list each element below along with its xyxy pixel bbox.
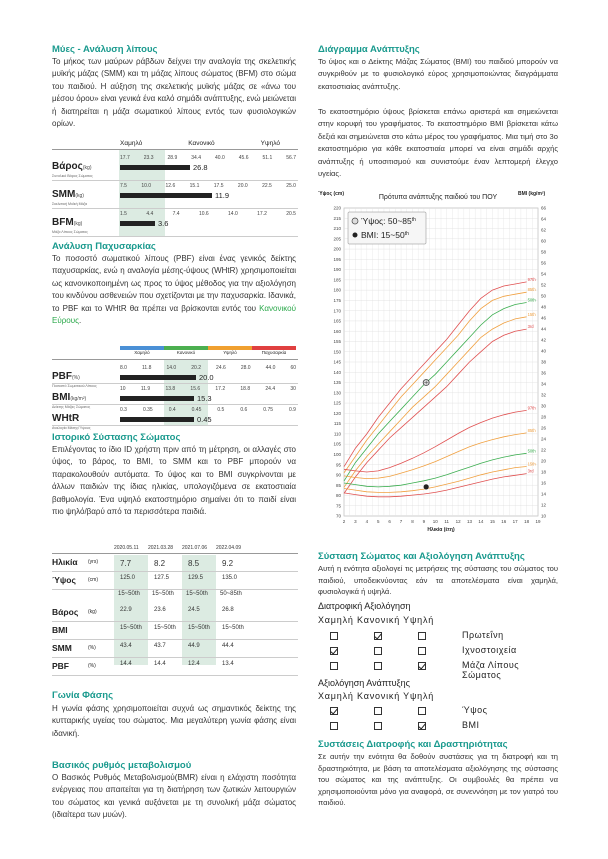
- checkbox[interactable]: [330, 647, 338, 655]
- growth-ylabel-left: Ύψος (cm): [318, 191, 345, 197]
- history-weight-label: Βάρος (kg): [52, 607, 97, 617]
- history-age-value: 8.5: [188, 559, 200, 568]
- growth-y2tick: 62: [541, 227, 547, 233]
- obesity-row-label: WHtR Αναλογία Μέσης/Ύψους: [52, 413, 91, 430]
- history-height-pct: 15~50th: [118, 591, 140, 597]
- history-age-value: 7.7: [120, 559, 132, 568]
- history-weight-value: 23.6: [154, 607, 166, 613]
- muscle-row-scale: 7.5 10.0 12.6 15.1 17.5 20.0 22.5 25.0: [120, 183, 296, 189]
- history-title: Ιστορικό Σύστασης Σώματος: [52, 432, 181, 443]
- history-bmi-value: 15~50th: [120, 625, 142, 631]
- height-line-label: 3rd: [527, 324, 534, 330]
- growth-ytick: 160: [333, 328, 341, 334]
- obesity-bar: [120, 375, 196, 380]
- growth-ytick: 120: [333, 410, 341, 416]
- muscle-bar: [120, 221, 155, 226]
- history-table: [52, 545, 298, 671]
- growth-xtick: 3: [354, 519, 357, 524]
- composition-text: Αυτή η ενότητα αξιολογεί τις μετρήσεις της σύστασης του σώματος του παιδιού, υποδεικνύοντας εάν τα αποτελέσματα είναι χαμηλά, φυσιολογικά ή υψηλά.: [318, 564, 558, 597]
- obesity-title: Ανάλυση Παχυσαρκίας: [52, 241, 156, 252]
- obesity-bar: [120, 396, 194, 401]
- checkbox[interactable]: [374, 647, 382, 655]
- history-date: 2021.07.06: [182, 545, 208, 551]
- bmi-line-label: 3rd: [527, 468, 534, 474]
- obesity-row-scale: 0.3 0.35 0.4 0.45 0.5 0.6 0.75 0.9: [120, 407, 296, 413]
- growth-xtick: 10: [432, 519, 438, 524]
- assessment-row: [318, 660, 558, 680]
- obesity-chart: [52, 346, 298, 428]
- header-normal: Κανονικό: [188, 140, 215, 147]
- growth-y2tick: 60: [541, 238, 547, 244]
- obesity-bar: [120, 417, 194, 422]
- growth-text1: Το ύψος και ο Δείκτης Μάζας Σώματος (BMI) του παιδιού μπορούν να συγκριθούν με το φυσιολογικό εύρος χρησιμοποιώντας διαγράμματα εκατοστιαίας ανάπτυξης.: [318, 57, 558, 91]
- growth-y2tick: 58: [541, 249, 547, 255]
- history-age-value: 9.2: [222, 559, 234, 568]
- growth-ytick: 140: [333, 369, 341, 375]
- ob-header-obese: Παχυσαρκία: [261, 350, 287, 355]
- growth-text2: Το εκατοστημόριο ύψους βρίσκεται επάνω αριστερά και σημειώνεται στην κορυφή του γραφήματος. Το εκατοστημόριο BMI βρίσκεται κάτω δεξιά και σημειώνεται στο κάτω μέρος του γραφήματος. Μια τιμή στο 3o εκατοστημόριο για κάθε εκατοστιαία μπορεί να είναι σημάδι αρχής ανάπτυξης ή υποσιτισμού και συνιστούμε έναν λεπτομερή έλεγχο υγείας.: [318, 107, 558, 179]
- history-height-pct: 50~85th: [220, 591, 242, 597]
- growth-ytick: 175: [333, 298, 341, 303]
- growth-y2tick: 54: [541, 271, 547, 277]
- growth-ytick: 170: [333, 308, 341, 314]
- history-pbf-value: 14.4: [154, 661, 166, 667]
- history-pbf-value: 12.4: [188, 661, 200, 667]
- header-high: Υψηλό: [260, 140, 280, 147]
- growth-xtick: 16: [501, 519, 507, 524]
- history-weight-value: 24.5: [188, 607, 200, 613]
- growth-y2tick: 34: [541, 381, 547, 387]
- growth-y2tick: 66: [541, 205, 547, 211]
- history-pbf-label: PBF (%): [52, 661, 96, 671]
- growth-ytick: 70: [335, 513, 341, 519]
- growth-y2tick: 20: [541, 458, 547, 464]
- legend-bmi: BMI: 15~50th: [361, 230, 409, 240]
- bmi-line-label: 50th: [527, 448, 536, 454]
- bmi-line-label: 85th: [527, 427, 536, 433]
- assessment-row: [318, 645, 558, 660]
- growth-ytick: 215: [333, 215, 341, 221]
- history-smm-value: 43.7: [154, 643, 166, 649]
- obesity-value: 0.45: [197, 415, 212, 424]
- growth-assess-title: Αξιολόγηση Ανάπτυξης: [318, 678, 410, 688]
- history-age-label: Ηλικία (yrs): [52, 557, 98, 567]
- history-smm-value: 44.4: [222, 643, 234, 649]
- growth-ytick: 200: [333, 246, 341, 252]
- growth-xtick: 17: [512, 519, 518, 524]
- assessment-row: [318, 705, 558, 720]
- growth-ytick: 210: [333, 226, 341, 232]
- growth-y2tick: 38: [541, 359, 547, 365]
- history-pbf-value: 14.4: [120, 661, 132, 667]
- growth-xtick: 9: [422, 519, 426, 524]
- muscle-row-label: Βάρος(kg) Συνολικό Βάρος Σώματος: [52, 161, 93, 178]
- growth-y2tick: 56: [541, 260, 547, 266]
- growth-ytick: 85: [335, 482, 341, 488]
- growth-xlabel: Ηλικία (έτη): [427, 527, 455, 533]
- growth-y2tick: 36: [541, 370, 547, 376]
- growth-ylabel-right: BMI (kg/m²): [518, 191, 546, 197]
- growth-xtick: 19: [535, 519, 541, 524]
- growth-y2tick: 18: [541, 469, 547, 475]
- growth-xtick: 8: [411, 519, 414, 524]
- bmi-line-label: 97th: [527, 405, 536, 411]
- growth-y2tick: 14: [541, 491, 547, 497]
- muscle-value: 11.9: [215, 191, 230, 200]
- obesity-row-label: PBF(%) Ποσοστό Σωματικού Λίπους: [52, 371, 97, 388]
- growth-y2tick: 42: [541, 337, 547, 343]
- legend-height: Ύψος: 50~85th: [361, 216, 416, 226]
- growth-ytick: 125: [333, 400, 341, 406]
- obesity-row-label: BMI(kg/m²) Δείκτης Μάζας Σώματος: [52, 392, 91, 409]
- checkbox[interactable]: [374, 722, 382, 730]
- growth-y2tick: 50: [541, 293, 547, 299]
- history-date: 2020.05.11: [114, 545, 139, 551]
- muscle-title: Μύες - Ανάλυση λίπους: [52, 44, 158, 55]
- history-weight-value: 22.9: [120, 607, 132, 613]
- checkbox[interactable]: [330, 632, 338, 640]
- history-bmi-value: 15~50th: [188, 625, 210, 631]
- history-weight-value: 26.8: [222, 607, 234, 613]
- muscle-row-label: SMM(kg) Σκελετική Μυϊκή Μάζα: [52, 189, 88, 206]
- reco-title: Συστάσεις Διατροφής και Δραστηριότητας: [318, 739, 508, 750]
- ob-header-high: Υψηλό: [223, 350, 237, 355]
- growth-title: Διάγραμμα Ανάπτυξης: [318, 44, 420, 55]
- assessment-row: [318, 720, 558, 735]
- assessment-label: Ιχνοστοιχεία: [462, 645, 517, 655]
- phase-text: Η γωνία φάσης χρησιμοποιείται συχνά ως σημαντικός δείκτης της κυτταρικής υγείας του σώματος. Μια μεγαλύτερη γωνία φάσης είναι ιδανική.: [52, 704, 296, 738]
- history-height-label: Ύψος (cm): [52, 575, 98, 585]
- growth-xtick: 6: [388, 519, 391, 524]
- growth-y2tick: 16: [541, 480, 547, 486]
- growth-xtick: 14: [478, 519, 484, 524]
- growth-ytick: 220: [333, 205, 341, 211]
- growth-y2tick: 30: [541, 403, 547, 409]
- composition-title: Σύσταση Σώματος και Αξιολόγηση Ανάπτυξης: [318, 551, 525, 562]
- growth-legend: [348, 212, 426, 244]
- growth-y2tick: 26: [541, 425, 547, 431]
- checkbox[interactable]: [330, 662, 338, 670]
- muscle-fat-chart: [52, 140, 298, 240]
- history-date: 2022.04.09: [216, 545, 242, 551]
- assessment-label: BMI: [462, 720, 480, 730]
- growth-y2tick: 12: [541, 502, 547, 508]
- obesity-text: Το ποσοστό σωματικού λίπους (PBF) είναι ένας γενικός δείκτης παχυσαρκίας, ενώ η αναλογία μέσης-ύψους (WHtR) χρησιμοποιείται ως κανονικοποιημένη ως προς το ύψος μέθοδος για την αξιολόγηση του κινδύνου ασθενειών που σχετίζονται με την παχυσαρκία. Ιδανικά, το PBF και το WHtR θα πρέπει να βρίσκονται εντός του Κανονικού Εύρους.: [52, 254, 296, 326]
- assessment-label: Πρωτεΐνη: [462, 630, 504, 640]
- muscle-value: 26.8: [193, 163, 208, 172]
- history-smm-label: SMM (%): [52, 643, 96, 653]
- nutrition-cols: Χαμηλή Κανονική Υψηλή: [318, 615, 435, 625]
- growth-y2tick: 52: [541, 282, 547, 288]
- history-height-pct: 15~50th: [186, 591, 208, 597]
- growth-xtick: 18: [524, 519, 530, 524]
- bmr-text: Ο Βασικός Ρυθμός Μεταβολισμού(BMR) είναι η ελάχιστη ποσότητα ενέργειας που απαιτείται για τη διατήρηση των ζωτικών λειτουργιών του σώματος και γενικά αυξάνεται με τη συνολική μάζα σώματος (ιδιαίτερα των μυών).: [52, 773, 296, 820]
- history-bmi-value: 15~50th: [222, 625, 244, 631]
- muscle-row-scale: 1.5 4.4 7.4 10.6 14.0 17.2 20.5: [120, 211, 296, 217]
- growth-ytick: 185: [333, 277, 341, 283]
- growth-y2tick: 28: [541, 414, 547, 420]
- reco-text: Σε αυτήν την ενότητα θα δοθούν συστάσεις για τη διατροφή και τη δραστηριότητα, με βάση τα αποτελέσματα αξιολόγησης της σύστασης του σώματος και της ανάπτυξης. Οι συμβουλές θα πρέπει να χρησιμοποιούνται μόνο για αναφορά, σε συνεννόηση με τον γιατρό του παιδιού.: [318, 752, 558, 808]
- growth-y2tick: 32: [541, 392, 547, 398]
- growth-ytick: 110: [333, 431, 341, 437]
- height-line-label: 97th: [527, 276, 536, 282]
- height-line-label: 15th: [527, 311, 536, 317]
- ob-header-normal: Κανονικό: [176, 350, 196, 355]
- growth-xtick: 15: [489, 519, 495, 524]
- checkbox[interactable]: [418, 632, 426, 640]
- bmr-title: Βασικός ρυθμός μεταβολισμού: [52, 760, 192, 771]
- growth-ytick: 205: [333, 236, 341, 242]
- growth-ytick: 190: [333, 267, 341, 273]
- obesity-row-scale: 8.0 11.8 14.0 20.2 24.6 28.0 44.0 60: [120, 365, 296, 371]
- checkbox[interactable]: [330, 707, 338, 715]
- checkbox[interactable]: [418, 662, 426, 670]
- nutrition-title: Διατροφική Αξιολόγηση: [318, 601, 411, 611]
- history-height-value: 125.0: [120, 575, 136, 581]
- history-bmi-label: BMI: [52, 625, 68, 635]
- muscle-row-scale: 17.7 23.3 28.9 34.4 40.0 45.6 51.1 56.7: [120, 155, 296, 161]
- growth-ytick: 90: [335, 472, 341, 478]
- growth-xtick: 12: [455, 519, 461, 524]
- assessment-label: Μάζα Λίπους Σώματος: [462, 660, 520, 680]
- growth-xtick: 2: [342, 519, 346, 524]
- muscle-value: 3.6: [158, 219, 169, 228]
- growth-xtick: 5: [376, 519, 380, 524]
- growth-ytick: 180: [333, 287, 341, 293]
- growth-cols: Χαμηλή Κανονική Υψηλή: [318, 691, 435, 701]
- ob-header-low: Χαμηλό: [134, 350, 150, 355]
- growth-y2tick: 22: [541, 447, 547, 453]
- checkbox[interactable]: [374, 707, 382, 715]
- height-line-label: 85th: [527, 287, 536, 293]
- obesity-value: 15.3: [197, 394, 212, 403]
- growth-chart-title: Πρότυπα ανάπτυξης παιδιού του ΠΟΥ: [378, 194, 498, 201]
- checkbox[interactable]: [374, 632, 382, 640]
- growth-ytick: 135: [333, 380, 341, 386]
- growth-y2tick: 46: [541, 315, 547, 321]
- history-smm-value: 43.4: [120, 643, 132, 649]
- growth-y2tick: 64: [541, 216, 547, 222]
- history-height-value: 129.5: [188, 575, 204, 581]
- growth-xtick: 11: [444, 519, 450, 524]
- muscle-row-label: BFM(kg) Μάζα Λίπους Σώματος: [52, 217, 88, 234]
- muscle-bar: [120, 193, 212, 198]
- history-text: Επιλέγοντας το ίδιο ID χρήστη πριν από τη μέτρηση, οι αλλαγές στο ύψος, το βάρος, το BMI, το SMM και το PBF μπορούν να παρακολουθούν αυτόματα. Το ύψος και το BMI συγκρίνονται με άλλων παιδιών της ίδιας ηλικίας, υπολογιζόμενα σε εκατοστιαία βαθμολογία. Ένα υψηλό εκατοστημόριο σημαίνει ότι το παιδί είναι πιο ψηλό/βαρύ από τα περισσότερα παιδιά.: [52, 445, 296, 517]
- history-height-value: 127.5: [154, 575, 170, 581]
- growth-ytick: 105: [333, 441, 341, 447]
- growth-y2tick: 48: [541, 304, 547, 310]
- growth-xtick: 7: [399, 519, 403, 524]
- history-height-value: 135.0: [222, 575, 238, 581]
- growth-chart: [316, 186, 562, 536]
- height-line-label: 50th: [527, 297, 536, 303]
- growth-ytick: 150: [333, 349, 341, 355]
- history-date: 2021.03.28: [148, 545, 174, 551]
- checkbox[interactable]: [418, 722, 426, 730]
- checkbox[interactable]: [374, 662, 382, 670]
- growth-ytick: 165: [333, 318, 341, 324]
- header-low: Χαμηλό: [120, 140, 143, 147]
- growth-ytick: 80: [335, 493, 341, 499]
- nutrition-assessment: [318, 630, 558, 680]
- checkbox[interactable]: [418, 647, 426, 655]
- bmi-point: [424, 484, 429, 489]
- obesity-row-scale: 10 11.9 13.8 15.6 17.2 18.8 24.4 30: [120, 386, 296, 392]
- checkbox[interactable]: [330, 722, 338, 730]
- growth-ytick: 145: [333, 359, 341, 365]
- history-pbf-value: 13.4: [222, 661, 234, 667]
- history-age-value: 8.2: [154, 559, 166, 568]
- growth-xtick: 4: [365, 519, 369, 524]
- growth-assessment: [318, 705, 558, 735]
- assessment-label: Ύψος: [462, 705, 488, 715]
- growth-y2tick: 24: [541, 436, 547, 442]
- growth-ytick: 95: [335, 462, 341, 468]
- history-height-pct: 15~50th: [152, 591, 174, 597]
- growth-ytick: 130: [333, 390, 341, 396]
- phase-title: Γωνία Φάσης: [52, 690, 114, 701]
- growth-ytick: 100: [333, 452, 341, 457]
- growth-y2tick: 10: [541, 513, 547, 519]
- checkbox[interactable]: [418, 707, 426, 715]
- muscle-text: Το μήκος των μαύρων ράβδων δείχνει την αναλογία της σκελετικής μυϊκής μάζας (SMM) και τη μάζας λίπους σώματος (BFM) στο σώμα του παιδιού. Η αύξηση της σκελετικής μυϊκής μάζας σε «άνω του μέσου όρου» είναι γενικά ένα καλό σημάδι ανάπτυξης, ενώ μειώνεται ή διατηρείται η μάζα σωματικού λίπους εντός των φυσιολογικών ορίων.: [52, 57, 296, 129]
- growth-y2tick: 44: [541, 326, 547, 332]
- muscle-bar: [120, 165, 190, 170]
- growth-y2tick: 40: [541, 348, 547, 354]
- growth-ytick: 195: [333, 256, 341, 262]
- history-smm-value: 44.9: [188, 643, 200, 649]
- history-bmi-value: 15~50th: [154, 625, 176, 631]
- growth-ytick: 115: [333, 421, 341, 427]
- assessment-row: [318, 630, 558, 645]
- growth-xtick: 13: [467, 519, 473, 524]
- growth-ytick: 75: [335, 503, 341, 509]
- bmi-line-label: 15th: [527, 461, 536, 467]
- growth-ytick: 155: [333, 339, 341, 345]
- obesity-value: 20.0: [199, 373, 214, 382]
